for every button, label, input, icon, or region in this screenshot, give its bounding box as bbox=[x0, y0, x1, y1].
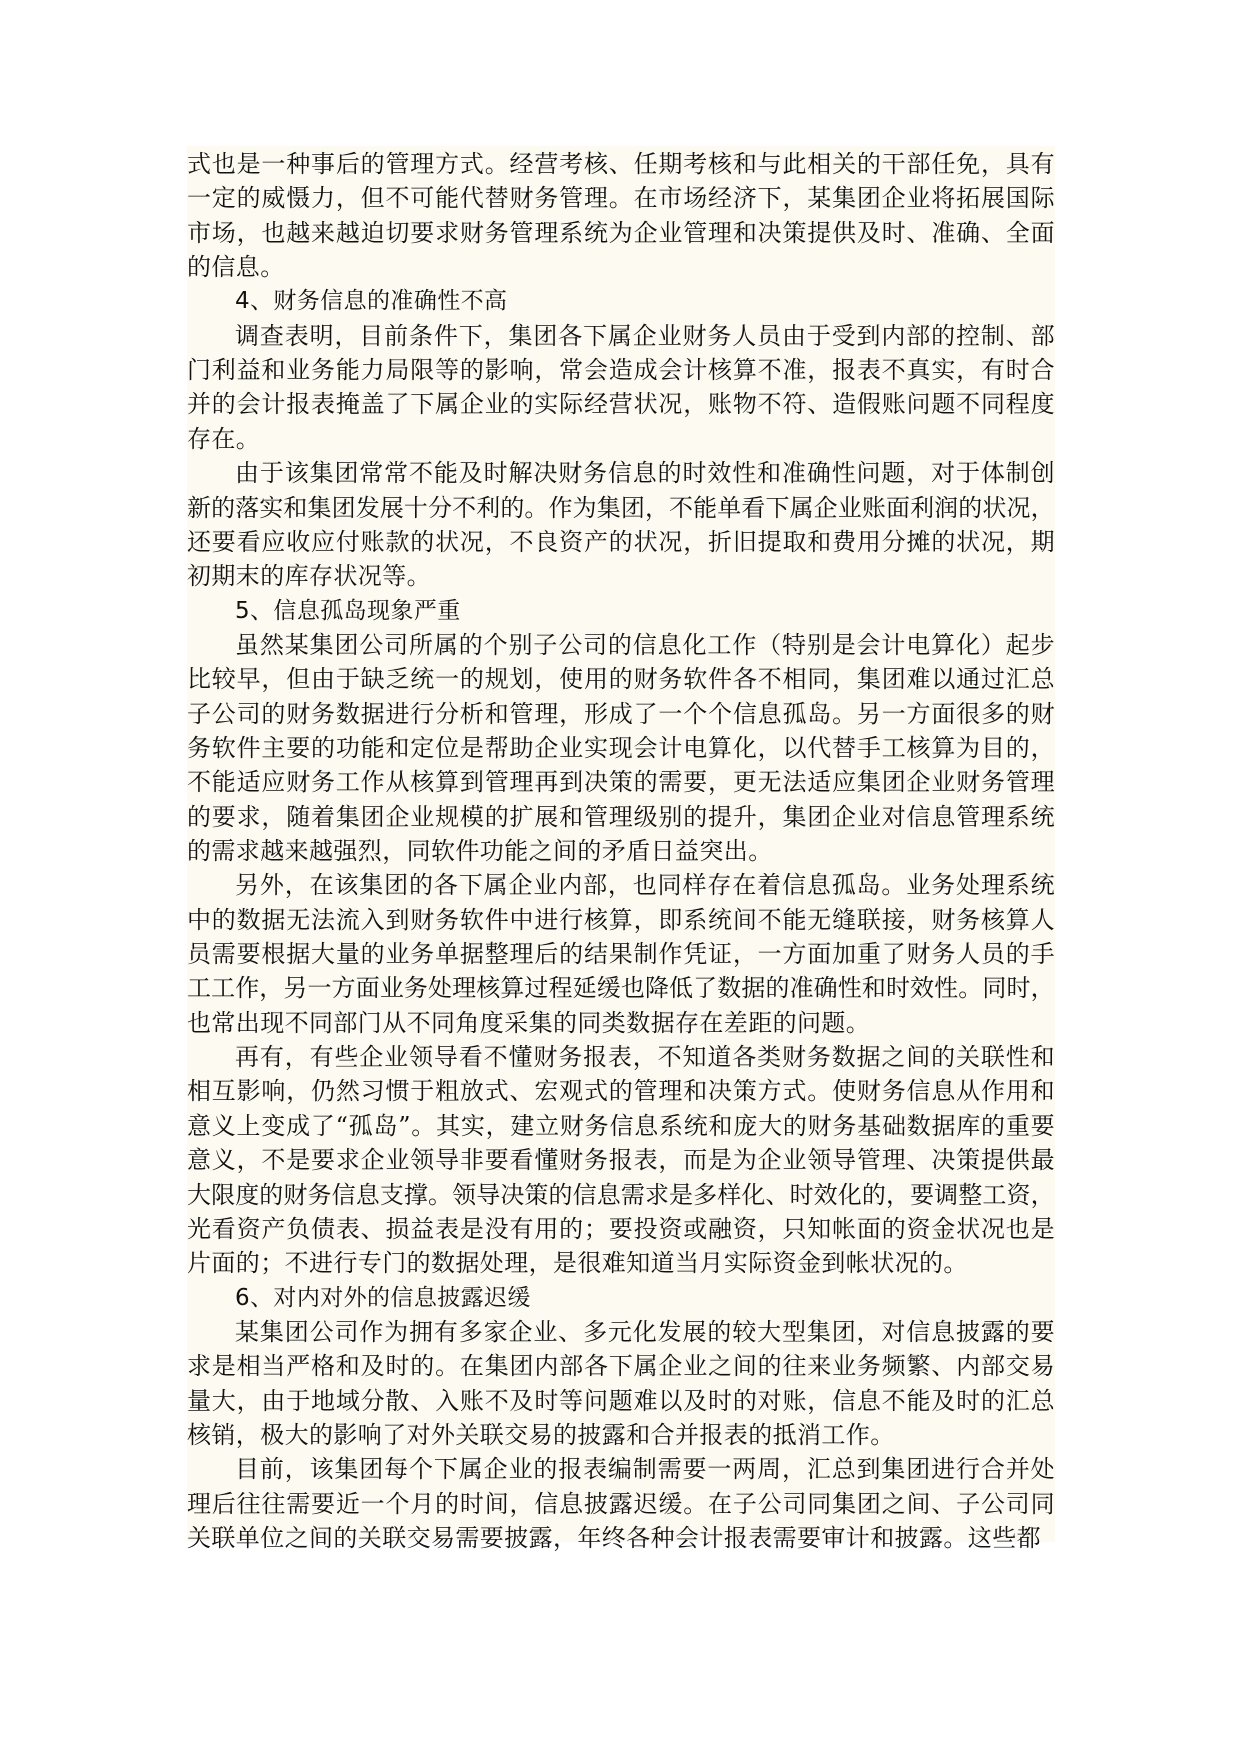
paragraph-line: 式也是一种事后的管理方式。经营考核、任期考核和与此相关的干部任免，具有 bbox=[187, 150, 1056, 178]
paragraph-line: 关联单位之间的关联交易需要披露，年终各种会计报表需要审计和披露。这些都 bbox=[187, 1524, 1041, 1552]
paragraph-line: 量大，由于地域分散、入账不及时等问题难以及时的对账，信息不能及时的汇总 bbox=[187, 1386, 1056, 1415]
paragraph-line: 的要求，随着集团企业规模的扩展和管理级别的提升，集团企业对信息管理系统 bbox=[187, 802, 1056, 831]
paragraph-line: 由于该集团常常不能及时解决财务信息的时效性和准确性问题，对于体制创 bbox=[235, 459, 1056, 488]
paragraph-line: 虽然某集团公司所属的个别子公司的信息化工作（特别是会计电算化）起步 bbox=[235, 630, 1056, 659]
paragraph-line: 相互影响，仍然习惯于粗放式、宏观式的管理和决策方式。使财务信息从作用和 bbox=[187, 1077, 1056, 1106]
paragraph-line: 存在。 bbox=[187, 424, 261, 453]
paragraph-line: 目前，该集团每个下属企业的报表编制需要一两周，汇总到集团进行合并处 bbox=[235, 1455, 1056, 1484]
paragraph-line: 员需要根据大量的业务单据整理后的结果制作凭证，一方面加重了财务人员的手 bbox=[187, 940, 1056, 969]
paragraph-line: 市场，也越来越迫切要求财务管理系统为企业管理和决策提供及时、准确、全面 bbox=[187, 218, 1056, 247]
paragraph-line: 片面的；不进行专门的数据处理，是很难知道当月实际资金到帐状况的。 bbox=[187, 1249, 968, 1278]
paragraph-line: 的需求越来越强烈，同软件功能之间的矛盾日益突出。 bbox=[187, 837, 773, 865]
section-heading: 6、对内对外的信息披露迟缓 bbox=[235, 1284, 531, 1311]
document-body bbox=[187, 146, 1056, 1552]
section-heading: 5、信息孤岛现象严重 bbox=[235, 597, 461, 624]
paragraph-line: 大限度的财务信息支撑。领导决策的信息需求是多样化、时效化的，要调整工资， bbox=[187, 1180, 1055, 1209]
paragraph-line: 中的数据无法流入到财务软件中进行核算，即系统间不能无缝联接，财务核算人 bbox=[187, 905, 1056, 934]
paragraph-line: 并的会计报表掩盖了下属企业的实际经营状况，账物不符、造假账问题不同程度 bbox=[187, 390, 1056, 419]
paragraph-line: 一定的威慑力，但不可能代替财务管理。在市场经济下，某集团企业将拓展国际 bbox=[187, 184, 1056, 213]
section-heading: 4、财务信息的准确性不高 bbox=[235, 288, 508, 315]
paragraph-line: 另外，在该集团的各下属企业内部，也同样存在着信息孤岛。业务处理系统 bbox=[235, 871, 1056, 900]
paragraph-line: 不能适应财务工作从核算到管理再到决策的需要，更无法适应集团企业财务管理 bbox=[187, 768, 1056, 797]
paragraph-line: 核销，极大的影响了对外关联交易的披露和合并报表的抵消工作。 bbox=[187, 1420, 895, 1449]
paragraph-line: 比较早，但由于缺乏统一的规划，使用的财务软件各不相同，集团难以通过汇总 bbox=[187, 665, 1056, 694]
paragraph-line: 调查表明，目前条件下，集团各下属企业财务人员由于受到内部的控制、部 bbox=[235, 321, 1056, 350]
paragraph-line: 光看资产负债表、损益表是没有用的；要投资或融资，只知帐面的资金状况也是 bbox=[187, 1214, 1056, 1243]
paragraph-line: 工工作，另一方面业务处理核算过程延缓也降低了数据的准确性和时效性。同时， bbox=[187, 974, 1055, 1003]
paragraph-line: 门利益和业务能力局限等的影响，常会造成会计核算不准，报表不真实，有时合 bbox=[187, 356, 1056, 385]
paragraph-line: 求是相当严格和及时的。在集团内部各下属企业之间的往来业务频繁、内部交易 bbox=[187, 1352, 1056, 1381]
paragraph-line: 务软件主要的功能和定位是帮助企业实现会计电算化，以代替手工核算为目的， bbox=[187, 733, 1056, 762]
paragraph-line: 意义上变成了“孤岛”。其实，建立财务信息系统和庞大的财务基础数据库的重要 bbox=[187, 1111, 1056, 1140]
paragraph-line: 也常出现不同部门从不同角度采集的同类数据存在差距的问题。 bbox=[187, 1008, 871, 1037]
paragraph-line: 再有，有些企业领导看不懂财务报表，不知道各类财务数据之间的关联性和 bbox=[235, 1043, 1056, 1072]
paragraph-line: 某集团公司作为拥有多家企业、多元化发展的较大型集团，对信息披露的要 bbox=[235, 1317, 1056, 1346]
paragraph-line: 初期末的库存状况等。 bbox=[187, 562, 431, 591]
paragraph-line: 还要看应收应付账款的状况，不良资产的状况，折旧提取和费用分摊的状况，期 bbox=[187, 527, 1056, 556]
paragraph-line: 的信息。 bbox=[187, 253, 285, 282]
paragraph-line: 意义，不是要求企业领导非要看懂财务报表，而是为企业领导管理、决策提供最 bbox=[187, 1146, 1056, 1175]
paragraph-line: 理后往往需要近一个月的时间，信息披露迟缓。在子公司同集团之间、子公司同 bbox=[187, 1489, 1056, 1518]
paragraph-line: 新的落实和集团发展十分不利的。作为集团，不能单看下属企业账面利润的状况， bbox=[187, 493, 1055, 522]
paragraph-line: 子公司的财务数据进行分析和管理，形成了一个个信息孤岛。另一方面很多的财 bbox=[187, 699, 1056, 728]
